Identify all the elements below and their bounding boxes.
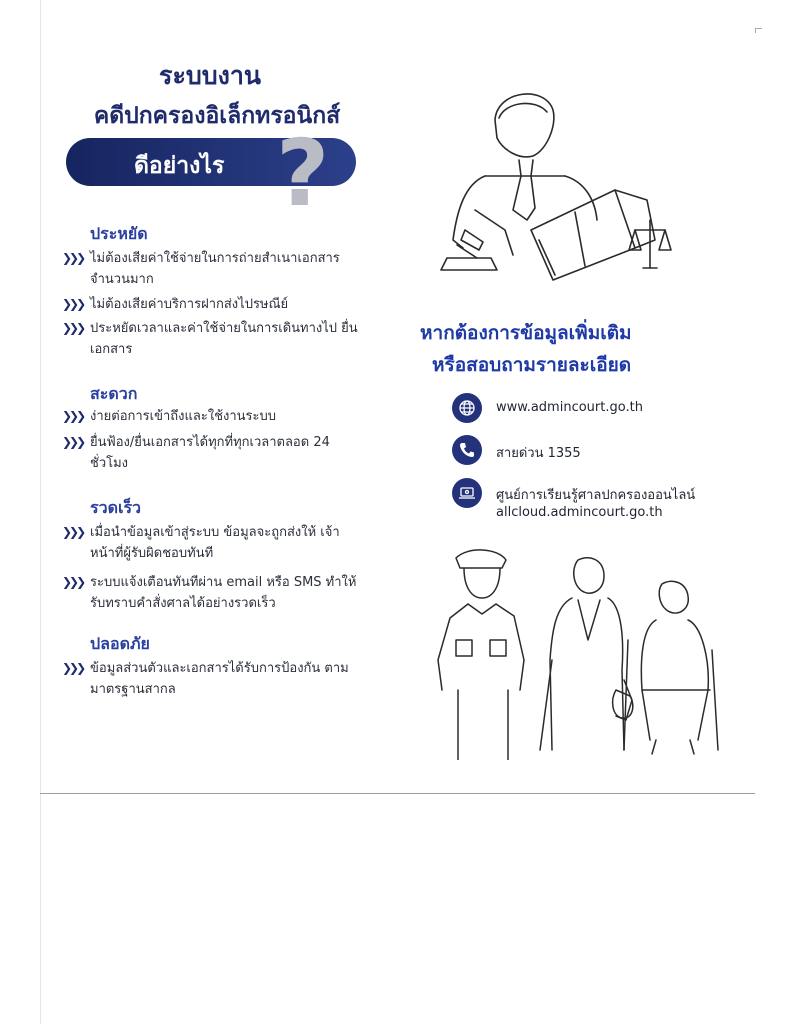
- list-item: ❯❯❯ ง่ายต่อการเข้าถึงและใช้งานระบบ: [62, 406, 362, 427]
- list-item: ❯❯❯ ประหยัดเวลาและค่าใช้จ่ายในการเดินทางไป ยื่นเอกสาร: [62, 318, 362, 360]
- citizens-line-illustration: [428, 540, 728, 760]
- double-chevron-right-icon: ❯❯❯: [62, 435, 84, 449]
- list-item: ❯❯❯ ข้อมูลส่วนตัวและเอกสารได้รับการป้องกัน ตามมาตรฐานสากล: [62, 658, 362, 700]
- scan-corner-mark: [755, 28, 762, 33]
- double-chevron-right-icon: ❯❯❯: [62, 661, 84, 675]
- list-item: ❯❯❯ ยื่นฟ้อง/ยื่นเอกสารได้ทุกที่ทุกเวลาตลอด 24 ชั่วโมง: [62, 432, 362, 474]
- page-edge-line: [40, 0, 41, 1024]
- question-mark-icon: ?: [276, 120, 330, 227]
- title-line-2: คดีปกครองอิเล็กทรอนิกส์: [93, 103, 341, 129]
- double-chevron-right-icon: ❯❯❯: [62, 575, 84, 589]
- section-title-fast: รวดเร็ว: [90, 498, 142, 517]
- double-chevron-right-icon: ❯❯❯: [62, 321, 84, 335]
- list-item: ❯❯❯ ไม่ต้องเสียค่าบริการฝากส่งไปรษณีย์: [62, 294, 362, 315]
- list-item: ❯❯❯ ระบบแจ้งเตือนทันทีผ่าน email หรือ SMS ทำให้รับทราบคำสั่งศาลได้อย่างรวดเร็ว: [62, 572, 362, 614]
- double-chevron-right-icon: ❯❯❯: [62, 525, 84, 539]
- phone-icon: [452, 435, 482, 465]
- contact-heading-line-1: หากต้องการข้อมูลเพิ่มเติม: [420, 322, 632, 344]
- list-item: ❯❯❯ เมื่อนำข้อมูลเข้าสู่ระบบ ข้อมูลจะถูกส่งให้ เจ้าหน้าที่ผู้รับผิดชอบทันที: [62, 522, 362, 564]
- online-learning-icon: [452, 478, 482, 508]
- elearning-name: ศูนย์การเรียนรู้ศาลปกครองออนไลน์: [496, 488, 696, 503]
- contact-heading-line-2: หรือสอบถามรายละเอียด: [432, 354, 632, 376]
- title-pill-text: ดีอย่างไร: [134, 153, 225, 179]
- double-chevron-right-icon: ❯❯❯: [62, 297, 84, 311]
- section-title-save: ประหยัด: [90, 224, 148, 243]
- website-link[interactable]: www.admincourt.go.th: [496, 400, 643, 415]
- double-chevron-right-icon: ❯❯❯: [62, 409, 84, 423]
- section-title-convenient: สะดวก: [90, 384, 138, 403]
- elearning-url-link[interactable]: allcloud.admincourt.go.th: [496, 505, 663, 520]
- section-title-secure: ปลอดภัย: [90, 634, 150, 653]
- double-chevron-right-icon: ❯❯❯: [62, 251, 84, 265]
- list-item: ❯❯❯ ไม่ต้องเสียค่าใช้จ่ายในการถ่ายสำเนาเอกสาร จำนวนมาก: [62, 248, 362, 290]
- globe-icon: [452, 393, 482, 423]
- page-divider: [40, 793, 755, 794]
- hotline-text: สายด่วน 1355: [496, 446, 581, 461]
- title-line-1: ระบบงาน: [159, 61, 261, 90]
- judge-with-book-illustration: [435, 80, 695, 290]
